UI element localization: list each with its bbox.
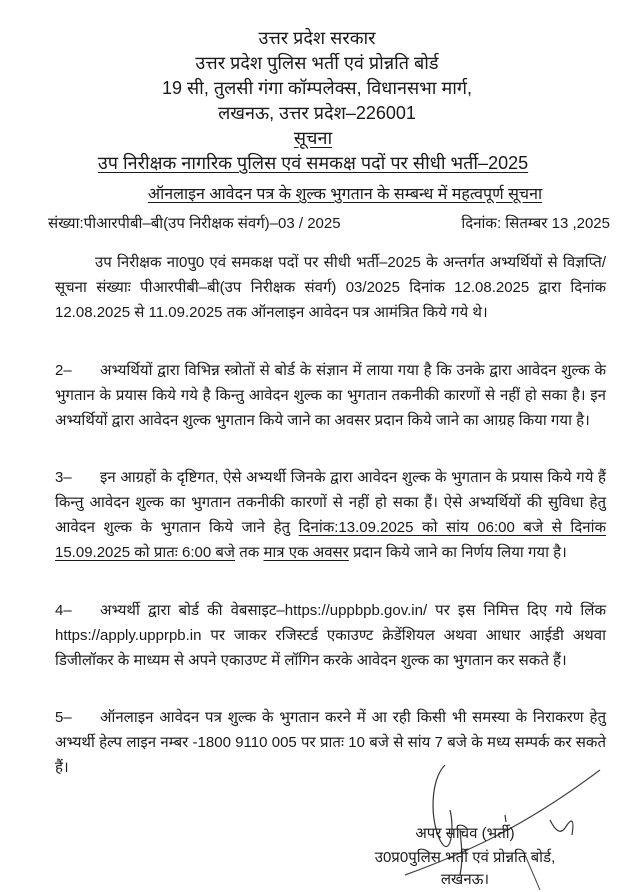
paragraph-number: 5– xyxy=(55,709,72,726)
payment-window-highlight: दिनांक:13.09.2025 को सांय 06:00 बजे से दिनांक 15.09.2025 को प्रातः 6:00 बजे xyxy=(55,519,606,561)
paragraph-text: ऑनलाइन आवेदन पत्र शुल्क के भुगतान करने में आ रही किसी भी समस्या के निराकरण हेतु अभ्यर्थी हेल्प लाइन नम्बर -1800 9110 005 पर प्रातः 10 बजे से सांय 7 बजे के मध्य सम्पर्क कर सकते हैं। xyxy=(55,709,606,776)
reference-line xyxy=(48,213,610,233)
paragraph-number: 3– xyxy=(55,469,72,486)
reference-date: दिनांक: सितम्बर 13 ,2025 xyxy=(461,215,610,232)
paragraph-4 xyxy=(55,598,606,673)
notice-title: उप निरीक्षक नागरिक पुलिस एवं समकक्ष पदों पर सीधी भर्ती–2025 xyxy=(97,153,529,173)
paragraph-text: पर जाकर रजिस्टर्ड एकाउण्ट क्रेडेंशियल अथवा आधार आईडी अथवा डिजीलॉकर के माध्यम से अपने एकाउण्ट में लॉगिन करके आवेदन शुल्क का भुगतान कर सकते हैं। xyxy=(55,627,606,669)
signatory-organization: उ0प्र0पुलिस भर्ती एवं प्रोन्नति बोर्ड, xyxy=(374,849,556,866)
paragraph-text: इन आग्रहों के दृष्टिगत, ऐसे अभ्यर्थी जिनके द्वारा आवेदन शुल्क के भुगतान के प्रयास किये गये हैं किन्तु आवेदन शुल्क का भुगतान तकनीकी कारणों से नहीं हो सका हैं। ऐसे अभ्यर्थियों की सुविधा हेतु आवेदन शुल्क के भुगतान किये जाने हेतु xyxy=(55,469,606,536)
paragraph-text: प्रदान किये जाने का निर्णय लिया गया है। xyxy=(348,544,567,561)
notice-label: सूचना xyxy=(293,128,333,148)
apply-link[interactable]: https://apply.upprpb.in xyxy=(55,627,202,644)
signatory-designation-line: अपर सचिव (भर्ती) xyxy=(415,825,515,842)
reference-number: संख्या:पीआरपीबी–बी(उप निरीक्षक संवर्ग)–03 / 2025 xyxy=(48,215,341,232)
paragraph-text: अभ्यर्थी द्वारा बोर्ड की वेबसाइट– xyxy=(100,602,285,619)
paragraph-number: 2– xyxy=(55,362,72,379)
paragraph-2 xyxy=(55,358,606,433)
paragraph-1: उप निरीक्षक ना0पु0 एवं समकक्ष पदों पर सीधी भर्ती–2025 के अन्तर्गत अभ्यर्थियों से विज्ञप्ति/सूचना संख्याः पीआरपीबी–बी(उप निरीक्षक संवर्ग) 03/2025 दिनांक 12.08.2025 द्वारा दिनांक 12.08.2025 से 11.09.2025 तक ऑनलाइन आवेदन पत्र आमंत्रित किये गये थे। xyxy=(55,254,606,321)
paragraph-text: अभ्यर्थियों द्वारा विभिन्न स्त्रोतों से बोर्ड के संज्ञान में लाया गया है कि उनके द्वारा आवेदन शुल्क के भुगतान के प्रयास किये गये है किन्तु आवेदन शुल्क का भुगतान तकनीकी कारणों से नहीं हो सका है। इन अभ्यर्थियों द्वारा आवेदन शुल्क भुगतान किये जाने का अवसर प्रदान किये जाने का आग्रह किया गया है। xyxy=(55,362,606,429)
board-website-link[interactable]: https://uppbpb.gov.in/ xyxy=(284,602,428,619)
paragraph-text: पर इस निमित्त दिए गये लिंक xyxy=(427,602,606,619)
header-address: 19 सी, तुलसी गंगा कॉम्पलेक्स, विधानसभा मार्ग, xyxy=(161,78,473,98)
paragraph-number: 4– xyxy=(55,602,72,619)
header-government: उत्तर प्रदेश सरकार xyxy=(258,28,376,48)
header-city: लखनऊ, उत्तर प्रदेश–226001 xyxy=(218,103,416,123)
signatory-city: लखनऊ। xyxy=(440,871,490,888)
notice-subtitle: ऑनलाइन आवेदन पत्र के शुल्क भुगतान के सम्बन्ध में महत्वपूर्ण सूचना xyxy=(147,186,543,203)
paragraph-3 xyxy=(55,465,606,565)
paragraph-text: तक xyxy=(235,544,264,561)
single-opportunity-highlight: मात्र एक अवसर xyxy=(263,544,349,561)
header-board-name: उत्तर प्रदेश पुलिस भर्ती एवं प्रोन्नति बोर्ड xyxy=(195,53,439,73)
